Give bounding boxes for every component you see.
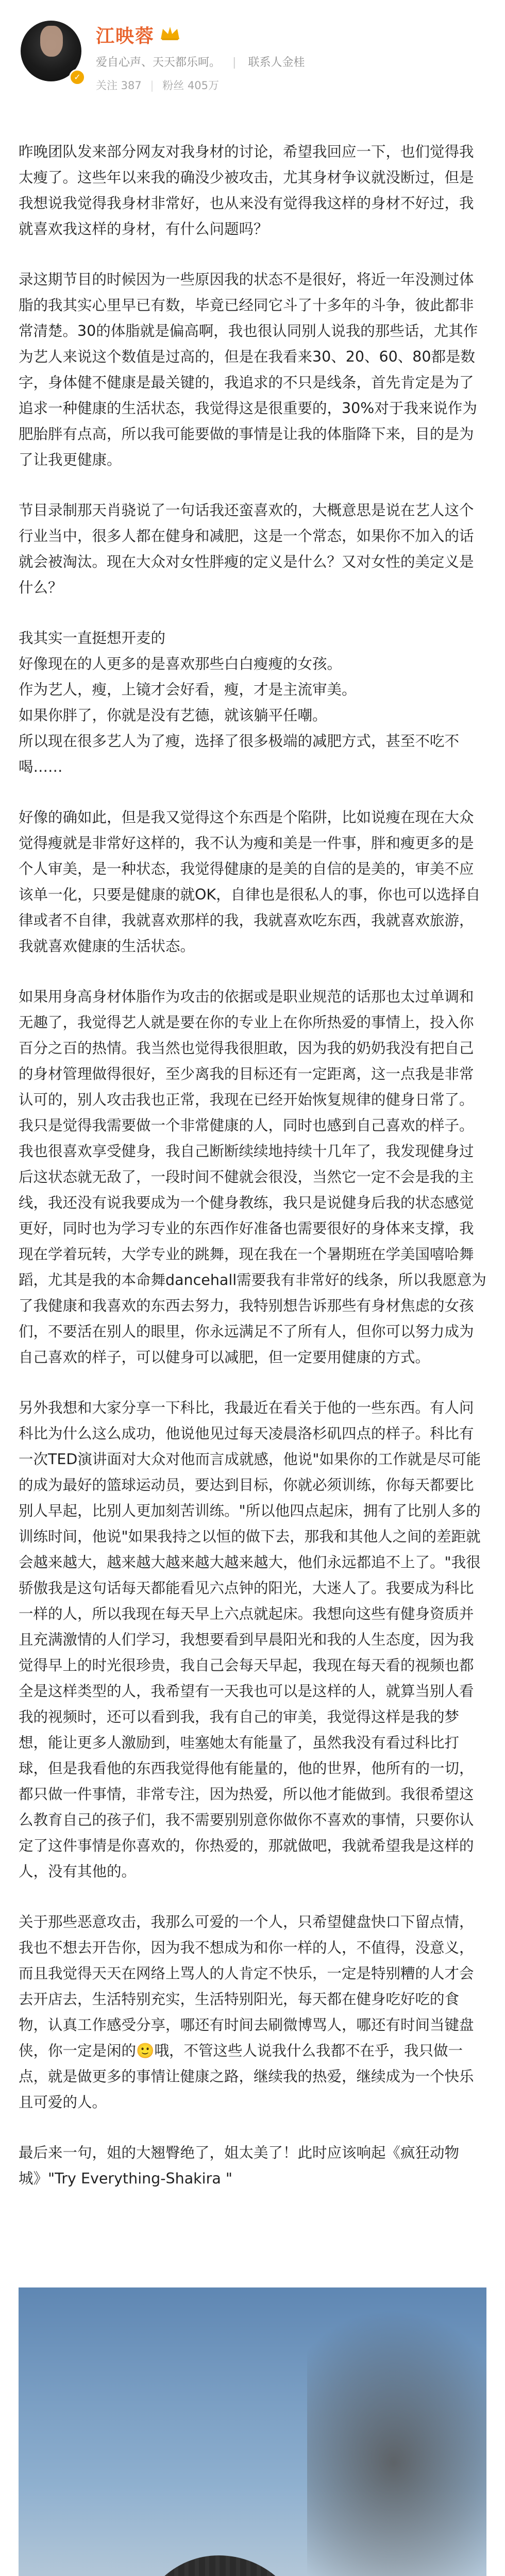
post-paragraph-9: 最后来一句，姐的大翘臀绝了，姐太美了！此时应该响起《疯狂动物城》"Try Everything-Shakira ": [19, 2144, 460, 2187]
crown-icon: [159, 24, 181, 41]
post-paragraph-5: 好像的确如此，但是我又觉得这个东西是个陷阱，比如说瘦在现在大众觉得瘦就是非常好这样的，我不认为瘦和美是一件事，胖和瘦更多的是个人审美，是一种状态，我觉得健康的是美的自信的是美的，审美不应该单一化，只要是健康的就OK，自律也是很私人的事，你也可以选择自律或者不自律，我就喜欢那样的我，我就喜欢吃东西，我就喜欢旅游，我就喜欢健康的生活状态。: [19, 809, 481, 955]
post-photo[interactable]: [19, 2287, 486, 2576]
post-paragraph-2: 录这期节目的时候因为一些原因我的状态不是很好，将近一年没测过体脂的我其实心里早已有数，毕竟已经同它斗了十多年的斗争，彼此都非常清楚。30的体脂就是偏高啊，我也很认同别人说我的那些话，尤其作为艺人来说这个数值是过高的，但是在我看来30、20、60、80都是数字，身体健不健康是最关键的，我追求的不只是线条，首先肯定是为了追求一种健康的生活状态，我觉得这是很重要的，30%对于我来说作为肥胎胖有点高，所以我可能要做的事情是让我的体脂降下来，目的是为了让我更健康。: [19, 271, 478, 468]
bio-text: 爱自心声、天天都乐呵。: [96, 56, 221, 69]
post-paragraph-7: 另外我想和大家分享一下科比，我最近在看关于他的一些东西。有人问科比为什么这么成功，他说他见过每天凌晨洛杉矶四点的样子。科比有一次TED演讲面对大众对他而言成就感，他说"如果你的工作就是尽可能的成为最好的篮球运动员，要达到目标，你就必须训练，你每天都要比别人早起，比别人更加刻苦训练。"所以他四点起床，拥有了比别人多的训练时间，他说"如果我持之以恒的做下去，那我和其他人之间的差距就会越来越大，越来越大越来越大越来越大，他们永远都追不上了。"我很骄傲我是这句话每天都能看见六点钟的阳光，大迷人了。我要成为科比一样的人，所以我现在每天早上六点就起床。我想向这些有健身资质并且充满激情的人们学习，我想要看到早晨阳光和我的人生态度，因为我觉得早上的时光很珍贵，我自己会每天早起，我现在每天看的视频也都全是这样类型的人，我希望有一天我也可以是这样的人，就算当别人看我的视频时，还可以看到我，我有自己的审美，我觉得这样是我的梦想，能让更多人激励到，哇塞她太有能量了，虽然我没有看过科比打球，但是我看他的东西我觉得他有能量的，他的世界，他所有的一切，都只做一件事情，非常专注，因为热爱，所以他才能做到。我很希望这么教育自己的孩子们，我不需要别别意你做你不喜欢的事情，只要你认定了这件事情是你喜欢的，你热爱的，那就做吧，我就希望我是这样的人，没有其他的。: [19, 1399, 481, 1880]
photo-tree: [307, 2308, 486, 2576]
post-paragraph-1: 昨晚团队发来部分网友对我身材的讨论，希望我回应一下，也们觉得我太瘦了。这些年以来我的确没少被攻击，尤其身材争议就没断过，但是我想说我觉得我身材非常好，也从来没有觉得我这样的身材不好过，我就喜欢我这样的身材，有什么问题吗？: [19, 143, 474, 238]
post-body: [19, 139, 486, 2192]
profile-bio: [96, 54, 305, 70]
post-paragraph-4: 我其实一直挺想开麦的 好像现在的人更多的是喜欢那些白白瘦瘦的女孩。 作为艺人，瘦，上镜才会好看，瘦，才是主流审美。 如果你胖了，你就是没有艺德，就该躺平任嘲。 所以现在很多艺人为了瘦，选择了很多极端的减肥方式，甚至不吃不喝……: [19, 630, 460, 775]
post-paragraph-8: 关于那些恶意攻击，我那么可爱的一个人，只希望健盘快口下留点情，我也不想去开告你，因为我不想成为和你一样的人，不值得，没意义，而且我觉得天天在网络上骂人的人肯定不快乐，一定是特别糟的人才会去开店去，生活特别充实，生活特别阳光，每天都在健身吃好吃的食物，认真工作感受分享，哪还有时间去刷微博骂人，哪还有时间当键盘侠，你一定是闲的🙂哦，不管这些人说我什么我都不在乎，我只做一点，就是做更多的事情让健康之路，继续我的热爱，继续成为一个快乐且可爱的人。: [19, 1913, 474, 2111]
profile-name[interactable]: 江映蓉: [96, 26, 155, 47]
fans-count[interactable]: 粉丝 405万: [162, 79, 219, 92]
profile-header: [0, 0, 505, 124]
verified-badge-icon: ✓: [69, 69, 86, 86]
profile-stats: [96, 77, 219, 93]
post-paragraph-6: 如果用身高身材体脂作为攻击的依据或是职业规范的话那也太过单调和无趣了，我觉得艺人就是要在你的专业上在你所热爱的事情上，投入你百分之百的热情。我当然也觉得我很胆敢，因为我的奶奶我没有把自己的身材管理做得很好，至少离我的目标还有一定距离，这一点我是非常认可的，别人攻击我也正常，我现在已经开始恢复规律的健身日常了。我只是觉得我需要做一个非常健康的人，同时也感到自己喜欢的样子。我也很喜欢享受健身，我自己断断续续地持续十几年了，我发现健身过后这状态就无敌了，一段时间不健就会很没，当然它一定不会是我的主线，我还没有说我要成为一个健身教练，我只是说健身后我的状态感觉更好，同时也为学习专业的东西作好准备也需要很好的身体来支撑，我现在学着玩转，大学专业的跳舞，现在我在一个暑期班在学美国嘻哈舞蹈，尤其是我的本命舞dancehall需要我有非常好的线条，所以我愿意为了我健康和我喜欢的东西去努力，我特别想告诉那些有身材焦虑的女孩们，不要活在别人的眼里，你永远满足不了所有人，但你可以努力成为自己喜欢的样子，可以健身可以减肥，但一定要用健康的方式。: [19, 988, 486, 1366]
stats-separator: |: [150, 79, 154, 92]
follow-count[interactable]: 关注 387: [96, 79, 142, 92]
bio-separator: |: [232, 56, 237, 69]
post-paragraph-3: 节目录制那天肖骁说了一句话我还蛮喜欢的，大概意思是说在艺人这个行业当中，很多人都在健身和减肥，这是一个常态，如果你不加入的话就会被淘汰。现在大众对女性胖瘦的定义是什么？又对女性的美定义是什么？: [19, 502, 474, 596]
bio-contact: 联系人金桂: [248, 56, 305, 69]
